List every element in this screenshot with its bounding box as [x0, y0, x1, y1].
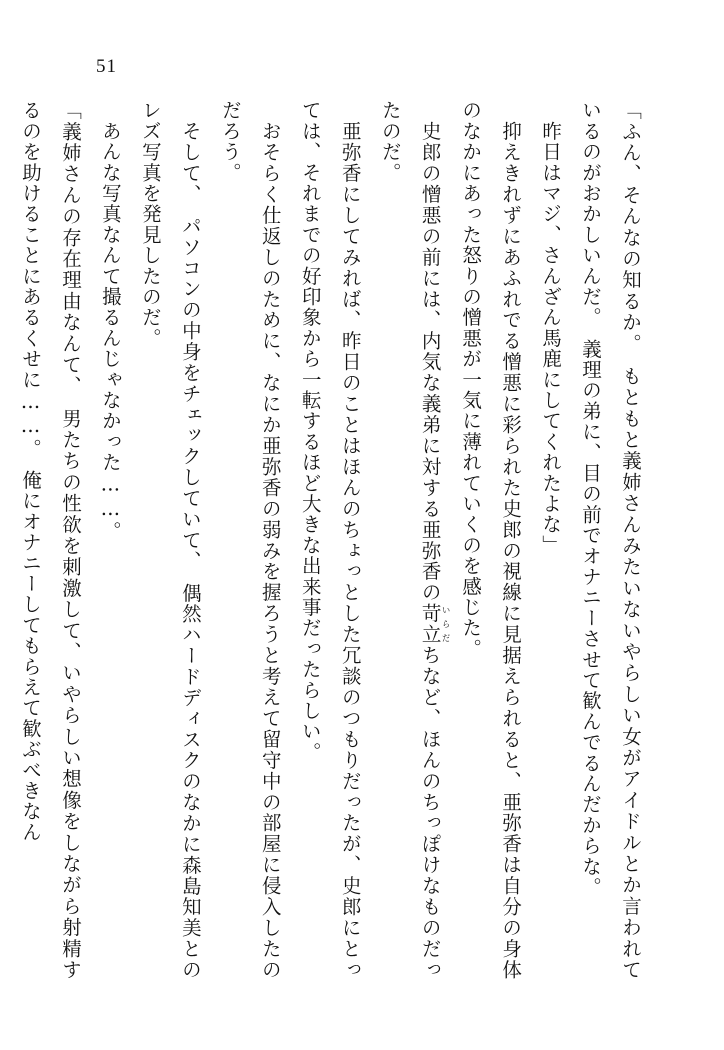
paragraph: おそらく仕返しのために、なにか亜弥香の弱みを握ろうと考えて留守中の部屋に侵入したのだろう。	[218, 100, 282, 980]
page-number: 51	[96, 56, 117, 77]
paragraph: 抑えきれずにあふれでる憎悪に彩られた史郎の視線に見据えられると、亜弥香は自分の身体のなかにあった怒りの憎悪が一気に薄れていくのを感じた。	[459, 100, 523, 980]
paragraph: 昨日はマジ、さんざん馬鹿にしてくれたよな」	[539, 100, 563, 556]
paragraph: あんな写真なんて撮るんじゃなかった……。	[98, 100, 122, 542]
ruby-reading: いらだ	[440, 603, 451, 645]
paragraph: そして、 パソコンの中身をチェックしていて、 偶然ハードディスクのなかに森島知美とのレズ写真を発見したのだ。	[138, 100, 202, 980]
body-text-block	[18, 100, 650, 980]
ruby-term: 苛立いらだ	[418, 603, 451, 645]
paragraph: 「ふん、そんなの知るか。 もともと義姉さんみたいないやらしい女がアイドルとか言われているのがおかしいんだ。 義理の弟に、目の前でオナニーさせて歓んでるんだからな。	[579, 100, 642, 980]
paragraph: 亜弥香にしてみれば、昨日のことはほんのちょっとした冗談のつもりだったが、史郎にとっては、それまでの好印象から一転するほど大きな出来事だったらしい。	[298, 100, 362, 980]
paragraph-with-ruby: 史郎の憎悪の前には、内気な義弟に対する亜弥香の苛立いらだちなど、ほんのちっぽけなものだったのだ。	[378, 100, 451, 980]
paragraph: 「義姉さんの存在理由なんて、 男たちの性欲を刺激して、いやらしい想像をしながら射精するのを助けることにあるくせに……。 俺にオナニーしてもらえて歓ぶべきなん	[18, 100, 82, 980]
